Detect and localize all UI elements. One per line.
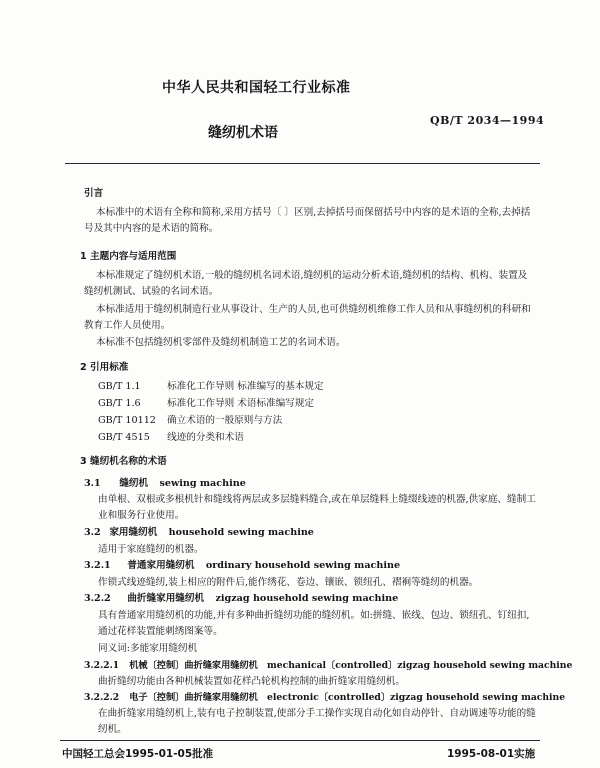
reference-row (98, 380, 324, 393)
term-3-2-2-1-definition: 曲折缝纫功能由各种机械装置如花样凸轮机构控制的曲折缝家用缝纫机。 (98, 676, 405, 687)
reference-code: GB/T 10112 (98, 415, 156, 426)
effective-date-line: 1995-08-01实施 (447, 748, 536, 760)
term-3-2-2 (84, 592, 398, 605)
term-chinese: 普通家用缝纫机 (127, 560, 195, 571)
intro-paragraph: 本标准中的术语有全称和简称,采用方括号〔 〕区别,去掉括号而保留括号中内容的是术语的全称,去掉括号及其中内容的是术语的简称。 (84, 207, 531, 234)
term-english: household sewing machine (168, 527, 314, 538)
reference-code: GB/T 1.1 (98, 381, 141, 392)
section-1-paragraph-3: 本标准不包括缝纫机零部件及缝纫机制造工艺的名词术语。 (96, 337, 346, 348)
term-3-1-definition: 由单根、双根或多根机针和缝线将两层或多层缝料缝合,或在单层缝料上缝缀线迹的机器,供家庭、缝制工业和服务行业使用。 (98, 494, 536, 521)
term-chinese: 缝纫机 (119, 478, 149, 489)
term-3-2-2-2 (84, 691, 565, 704)
section-2-heading: 2 引用标准 (80, 362, 129, 373)
reference-title: 标准化工作导则 术语标准编写规定 (167, 398, 315, 409)
term-3-1 (84, 477, 246, 490)
approval-line: 中国轻工总会1995-01-05批准 (62, 748, 214, 760)
term-english: sewing machine (159, 478, 246, 489)
term-number: 3.2.2.2 (84, 692, 120, 703)
term-chinese: 机械〔控制〕曲折缝家用缝纫机 (129, 660, 258, 671)
term-number: 3.2.2 (84, 593, 111, 604)
term-chinese: 电子〔控制〕曲折缝家用缝纫机 (129, 692, 258, 703)
term-english: ordinary household sewing machine (205, 560, 401, 571)
term-number: 3.2 (84, 527, 101, 538)
term-3-2-2-1 (84, 659, 572, 672)
term-3-2-1 (84, 559, 400, 572)
term-english: electronic〔controlled〕zigzag household sewing machine (267, 692, 566, 703)
term-chinese: 曲折缝家用缝纫机 (127, 593, 205, 604)
term-number: 3.1 (84, 478, 101, 489)
reference-code: GB/T 4515 (98, 432, 150, 443)
section-3-heading: 3 缝纫机名称的术语 (80, 456, 167, 467)
reference-title: 线迹的分类和术语 (167, 432, 244, 443)
document-title: 缝纫机术语 (208, 125, 278, 141)
reference-row (98, 414, 282, 427)
reference-row (98, 431, 244, 444)
term-3-2-2-synonym: 同义词:多能家用缝纫机 (98, 643, 198, 654)
term-3-2-definition: 适用于家庭缝纫的机器。 (98, 544, 204, 555)
term-3-2 (84, 526, 314, 539)
intro-heading: 引言 (84, 188, 104, 199)
reference-code: GB/T 1.6 (98, 398, 141, 409)
term-english: mechanical〔controlled〕zigzag household sewing machine (267, 660, 573, 671)
term-chinese: 家用缝纫机 (109, 527, 158, 538)
reference-title: 标准化工作导则 标准编写的基本规定 (167, 381, 324, 392)
standard-code: QB/T 2034—1994 (430, 114, 545, 127)
footer-rule (60, 740, 540, 741)
reference-row (98, 397, 314, 410)
term-number: 3.2.1 (84, 560, 111, 571)
issuing-organization: 中华人民共和国轻工行业标准 (162, 80, 351, 96)
term-english: zigzag household sewing machine (215, 593, 399, 604)
term-3-2-2-definition: 具有普通家用缝纫机的功能,并有多种曲折缝纫功能的缝纫机。如:拼缝、嵌线、包边、锁纽孔、钉纽扣,通过花样装置能刺绣图案等。 (98, 610, 530, 637)
section-1-paragraph-2: 本标准适用于缝纫机制造行业从事设计、生产的人员,也可供缝纫机维修工作人员和从事缝纫机的科研和教育工作人员使用。 (84, 304, 531, 331)
section-1-paragraph-1: 本标准规定了缝纫机术语,一般的缝纫机名词术语,缝纫机的运动分析术语,缝纫机的结构、机构、装置及缝纫机测试、试验的名词术语。 (84, 270, 528, 297)
term-3-2-2-2-definition: 在曲折缝家用缝纫机上,装有电子控制装置,使部分手工操作实现自动化如自动停针、自动调速等功能的缝纫机。 (98, 708, 536, 735)
section-1-heading: 1 主题内容与适用范围 (80, 251, 177, 262)
term-number: 3.2.2.1 (84, 660, 120, 671)
header-rule (65, 163, 540, 164)
term-3-2-1-definition: 作锁式线迹缝纫,装上相应的附件后,能作绣花、卷边、镶嵌、锁纽孔、褶裥等缝纫的机器。 (98, 577, 479, 588)
reference-title: 确立术语的一般原则与方法 (167, 415, 283, 426)
